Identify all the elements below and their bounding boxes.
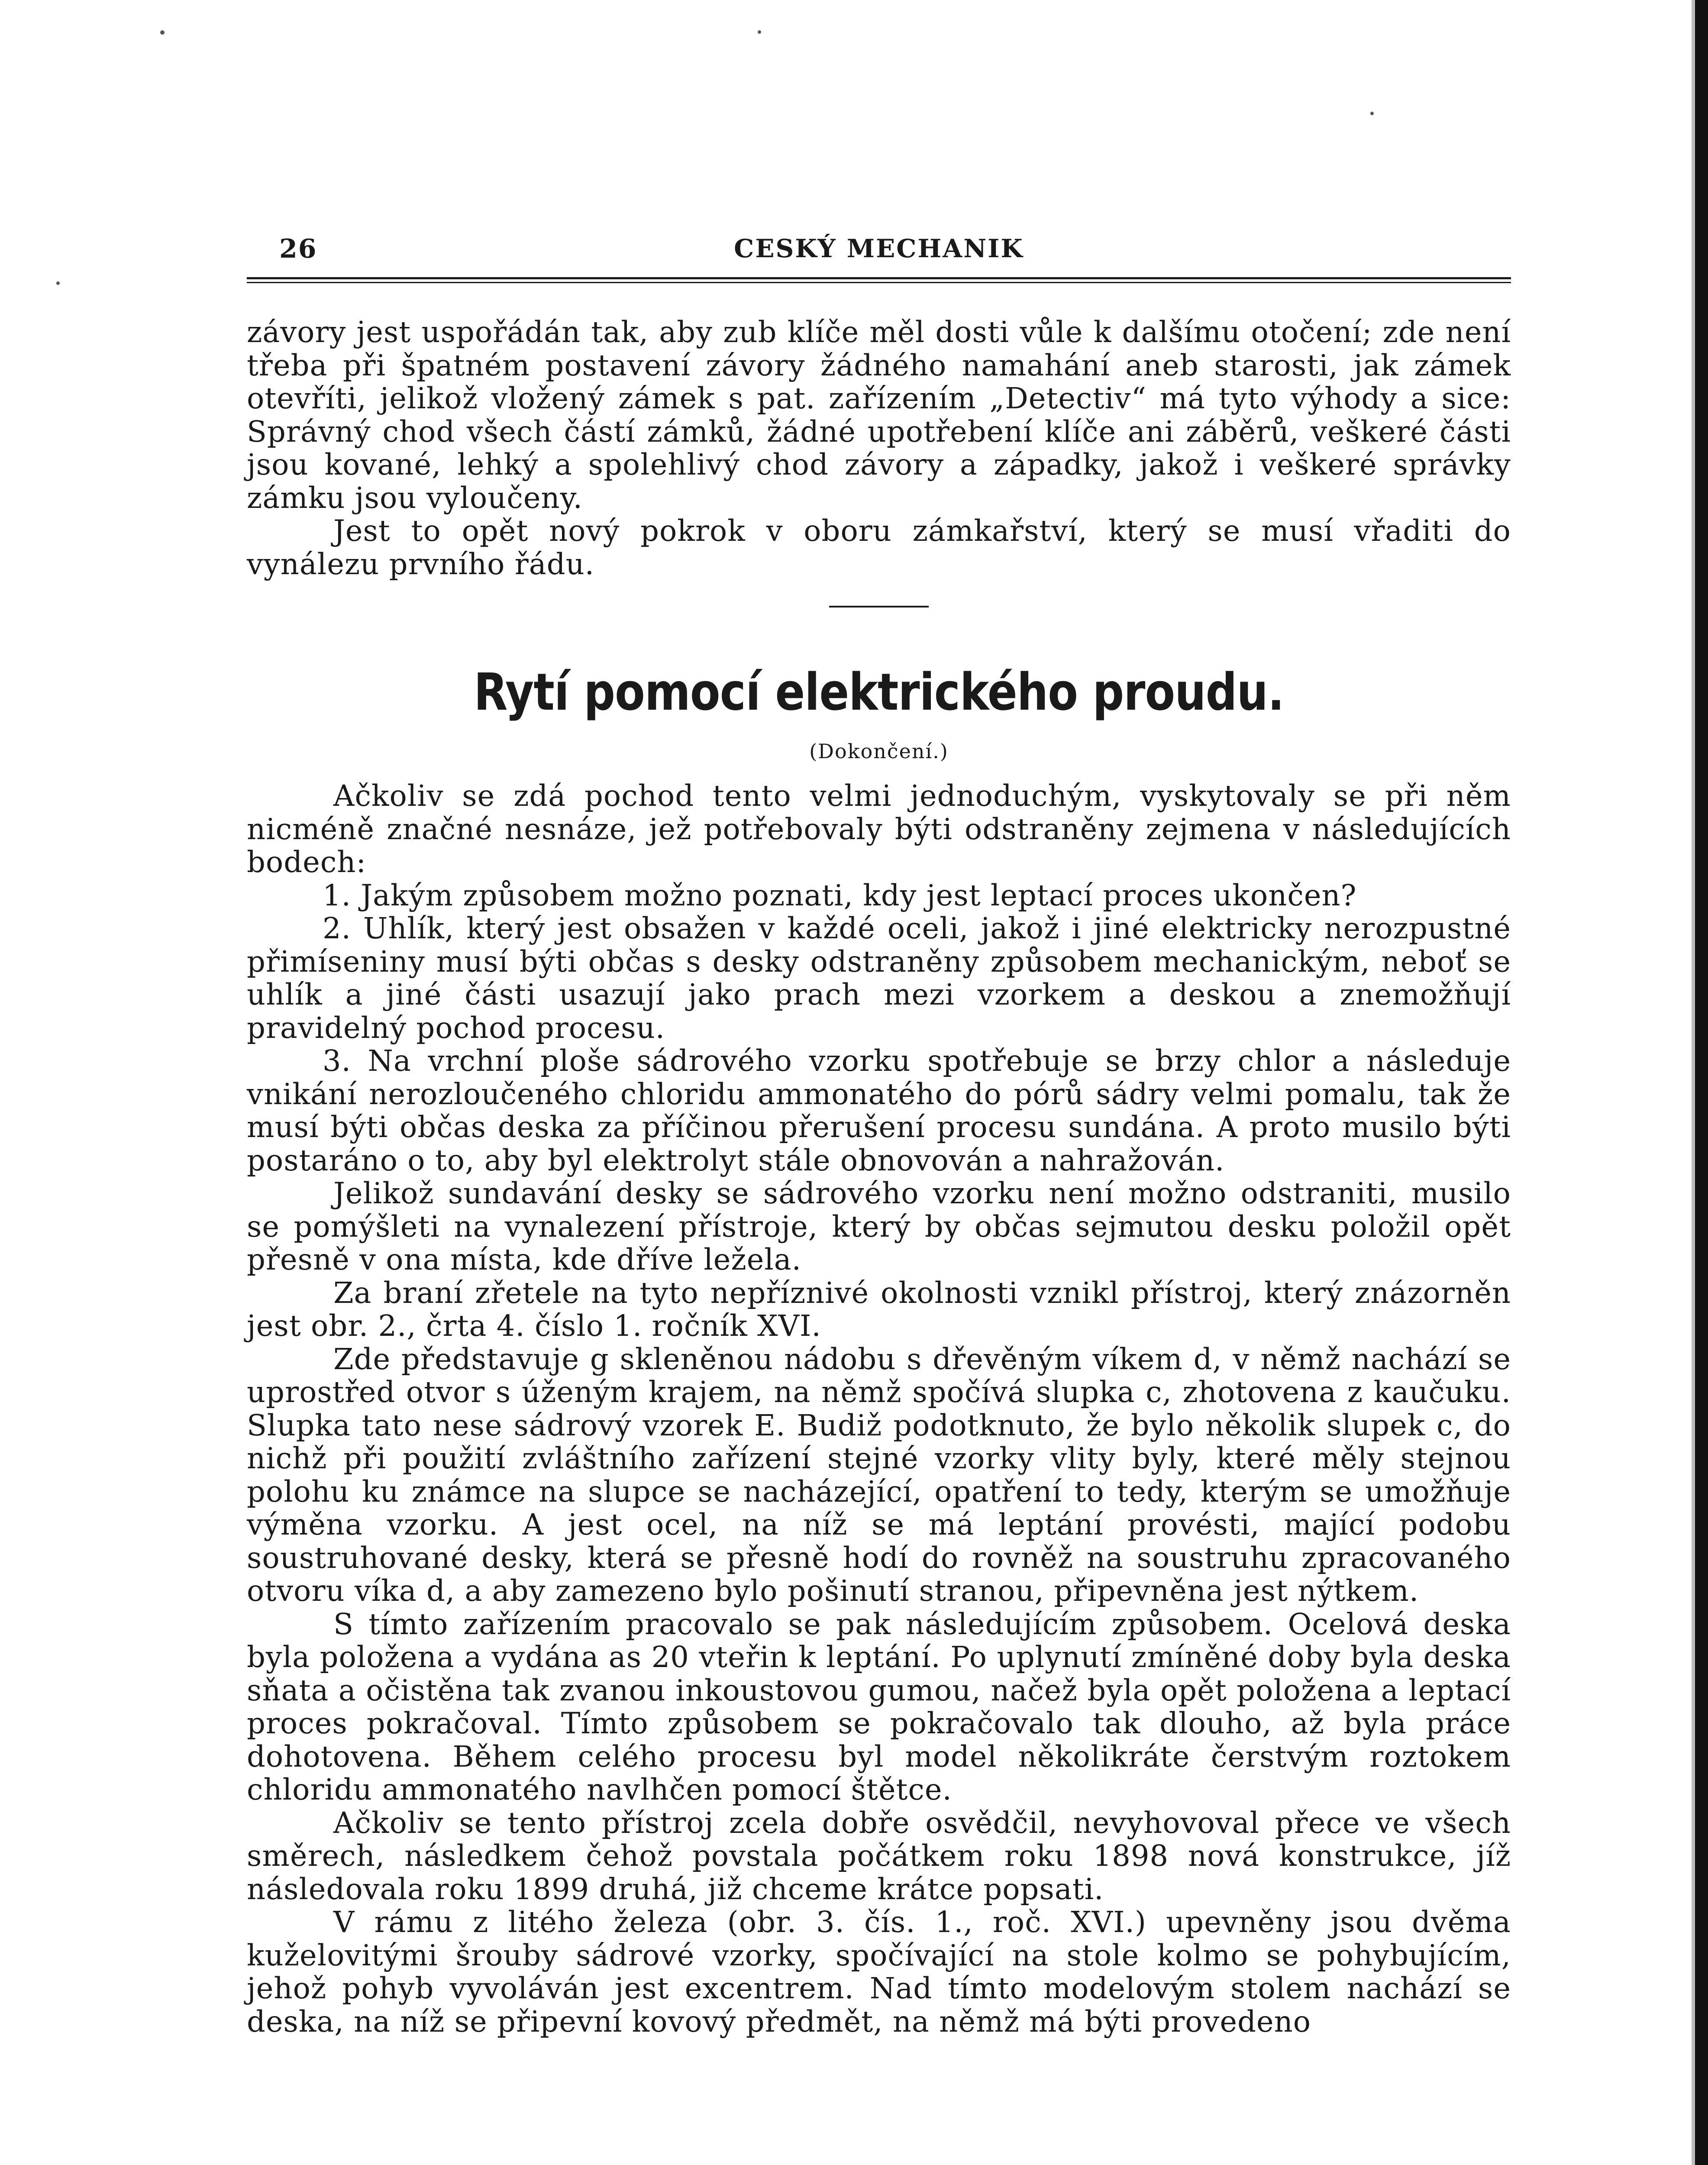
header-rule (247, 277, 1511, 279)
article-body (247, 779, 1511, 2038)
scan-edge (1695, 0, 1708, 2165)
scan-edge-shadow (1692, 0, 1695, 2165)
page-number: 26 (279, 234, 317, 264)
article-title: Rytí pomocí elektrického proudu. (474, 662, 1284, 722)
list-item: 1. Jakým způsobem možno poznati, kdy jest leptací proces ukončen? (323, 878, 1357, 912)
list-item: 2. Uhlík, který jest obsažen v každé oceli, jakož i jiné elektricky nerozpustné přimíseniny musí býti občas s desky odstraněny způsobem mechanickým, neboť se uhlík a jiné části usazují jako prach mezi vzorkem a deskou a znemožňují pravidelný pochod procesu. (247, 911, 1511, 1045)
paragraph: závory jest uspořádán tak, aby zub klíče měl dosti vůle k dalšímu otočení; zde není třeba při špatném postavení závory žádného namahání aneb starosti, jak zámek otevříti, jelikož vložený zámek s pat. zařízením „Detectiv“ má tyto výhody a sice: Správný chod všech částí zámků, žádné upotřebení klíče ani záběrů, veškeré části jsou kované, lehký a spolehlivý chod závory a západky, jakož i veškeré správky zámku jsou vyloučeny. (247, 315, 1511, 515)
header-rule-thin (247, 282, 1511, 283)
scan-speck (160, 30, 165, 35)
running-head (247, 234, 1511, 273)
list-item: 3. Na vrchní ploše sádrového vzorku spotřebuje se brzy chlor a následuje vnikání nerozloučeného chloridu ammonatého do pórů sádry velmi pomalu, tak že musí býti občas deska za příčinou přerušení procesu sundána. A proto musilo býti postaráno o to, aby byl elektrolyt stále obnovován a nahražován. (247, 1044, 1511, 1177)
journal-title: CESKÝ MECHANIK (734, 234, 1024, 263)
paragraph: Ačkoliv se zdá pochod tento velmi jednoduchým, vyskytovaly se při něm nicméně značné nesnáze, jež potřebovaly býti odstraněny zejmena v následujících bodech: (247, 779, 1511, 879)
article-subtitle: (Dokončení.) (809, 740, 949, 763)
scan-speck (1370, 112, 1374, 115)
paragraph: Ačkoliv se tento přístroj zcela dobře osvědčil, nevyhovoval přece ve všech směrech, následkem čehož povstala počátkem roku 1898 nová konstrukce, jíž následovala roku 1899 druhá, již chceme krátce popsati. (247, 1806, 1511, 1906)
paragraph: Jest to opět nový pokrok v oboru zámkařství, který se musí vřaditi do vynálezu prvního řádu. (247, 514, 1511, 581)
paragraph: S tímto zařízením pracovalo se pak následujícím způsobem. Ocelová deska byla položena a vydána as 20 vteřin k leptání. Po uplynutí zmíněné doby byla deska sňata a očistěna tak zvanou inkoustovou gumou, načež byla opět položena a leptací proces pokračoval. Tímto způsobem se pokračovalo tak dlouho, až byla práce dohotovena. Během celého procesu byl model několikráte čerstvým roztokem chloridu ammonatého navlhčen pomocí štětce. (247, 1607, 1511, 1806)
section-separator (829, 606, 929, 607)
scan-speck (56, 281, 60, 285)
paragraph: Jelikož sundavání desky se sádrového vzorku není možno odstraniti, musilo se pomýšleti na vynalezení přístroje, který by občas sejmutou desku položil opět přesně v ona místa, kde dříve ležela. (247, 1176, 1511, 1276)
paragraph: Za braní zřetele na tyto nepříznivé okolnosti vznikl přístroj, který znázorněn jest obr. 2., črta 4. číslo 1. ročník XVI. (247, 1276, 1511, 1343)
document-page (247, 234, 1511, 2038)
scan-speck (758, 30, 761, 34)
continuation-text (247, 316, 1511, 581)
paragraph: V rámu z litého železa (obr. 3. čís. 1., roč. XVI.) upevněny jsou dvěma kuželovitými šrouby sádrové vzorky, spočívající na stole kolmo se pohybujícím, jehož pohyb vyvoláván jest excentrem. Nad tímto modelovým stolem nachází se deska, na níž se připevní kovový předmět, na němž má býti provedeno (247, 1905, 1511, 2039)
paragraph: Zde představuje g skleněnou nádobu s dřevěným víkem d, v němž nachází se uprostřed otvor s úženým krajem, na němž spočívá slupka c, zhotovena z kaučuku. Slupka tato nese sádrový vzorek E. Budiž podotknuto, že bylo několik slupek c, do nichž při použití zvláštního zařízení stejné vzorky vlity byly, které měly stejnou polohu ku známce na slupce se nacházející, opatření to tedy, kterým se umožňuje výměna vzorku. A jest ocel, na níž se má leptání provésti, mající podobu soustruhované desky, která se přesně hodí do rovněž na soustruhu zpracovaného otvoru víka d, a aby zamezeno bylo pošinutí stranou, připevněna jest nýtkem. (247, 1342, 1511, 1608)
